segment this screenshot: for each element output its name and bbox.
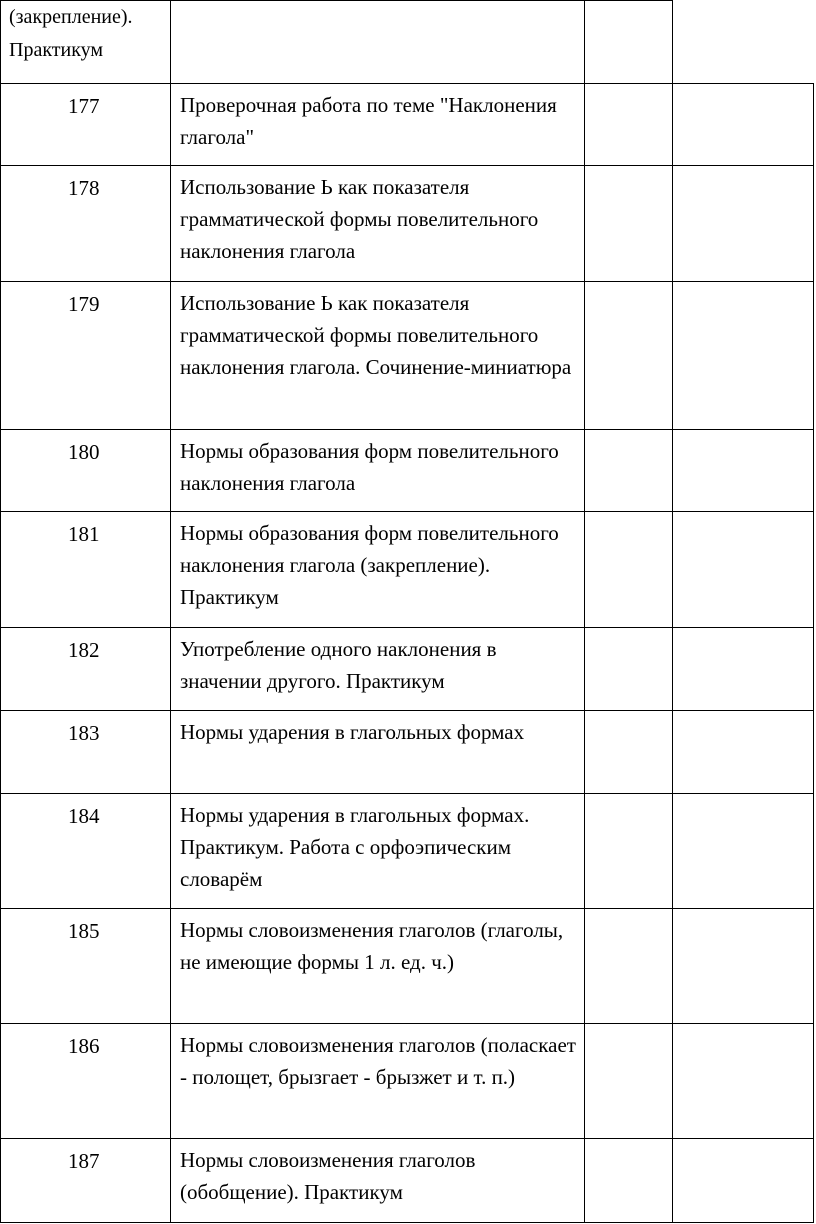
empty-cell [585,909,673,1024]
lesson-number: 177 [68,94,100,118]
lesson-topic-cell [171,1139,585,1223]
empty-cell [673,909,814,1024]
lesson-topic-cell [171,909,585,1024]
table-row [1,282,814,430]
table-row [1,909,814,1024]
empty-cell [673,1139,814,1223]
lesson-number-cell [1,512,171,628]
lesson-number: 184 [68,804,100,828]
lesson-topic: Нормы словоизменения глаголов (поласкает - полощет, брызгает - брызжет и т. п.) [180,1033,576,1089]
lesson-number-cell [1,909,171,1024]
empty-cell [585,1139,673,1223]
empty-cell [673,794,814,909]
empty-cell [673,166,814,282]
lesson-number: 181 [68,522,100,546]
empty-cell [673,711,814,794]
continuation-cell [1,1,171,84]
lesson-number-cell [1,1139,171,1223]
lesson-number-cell [1,711,171,794]
empty-cell [585,711,673,794]
lesson-topic: Использование Ь как показателя грамматической формы повелительного наклонения глагола. Сочинение-миниатюра [180,291,572,379]
continuation-text: (закрепление). Практикум [9,6,133,61]
empty-cell [585,430,673,512]
lesson-topic: Использование Ь как показателя грамматической формы повелительного наклонения глагола [180,175,539,263]
lesson-number: 187 [68,1149,100,1173]
lesson-topic: Употребление одного наклонения в значении другого. Практикум [180,637,497,693]
lesson-number: 178 [68,176,100,200]
lesson-number-cell [1,794,171,909]
table-row [1,512,814,628]
empty-cell [673,1024,814,1139]
lesson-topic-cell [171,166,585,282]
empty-cell [585,84,673,166]
empty-cell [673,430,814,512]
lesson-topic-cell [171,430,585,512]
lesson-topic: Нормы ударения в глагольных формах. Практикум. Работа с орфоэпическим словарём [180,803,530,891]
lesson-topic-cell [171,794,585,909]
table-row [1,711,814,794]
table-row [1,430,814,512]
lesson-number: 182 [68,638,100,662]
lesson-topic-cell [171,512,585,628]
lesson-topic: Проверочная работа по теме "Наклонения глагола" [180,93,557,149]
empty-cell [585,628,673,711]
lesson-topic: Нормы ударения в глагольных формах [180,720,525,744]
lesson-topic-cell [171,628,585,711]
empty-cell [171,1,585,84]
empty-cell [673,84,814,166]
table-row [1,166,814,282]
empty-cell [585,1,673,84]
table-row [1,628,814,711]
empty-cell [673,628,814,711]
lesson-topic-cell [171,711,585,794]
empty-cell [585,166,673,282]
lesson-number-cell [1,282,171,430]
empty-cell [585,282,673,430]
empty-cell [673,512,814,628]
empty-cell [585,512,673,628]
lesson-topic: Нормы словоизменения глаголов (обобщение). Практикум [180,1148,476,1204]
lesson-topic: Нормы словоизменения глаголов (глаголы, не имеющие формы 1 л. ед. ч.) [180,918,564,974]
lesson-number: 180 [68,440,100,464]
lesson-number-cell [1,84,171,166]
lesson-number: 179 [68,292,100,316]
table-row [1,794,814,909]
lesson-topic-cell [171,84,585,166]
table-row-continuation [1,1,814,84]
table-row [1,84,814,166]
lesson-topic-cell [171,282,585,430]
table-row [1,1139,814,1223]
lesson-number: 186 [68,1034,100,1058]
lesson-topic: Нормы образования форм повелительного наклонения глагола [180,439,559,495]
empty-cell [585,794,673,909]
lesson-number: 185 [68,919,100,943]
lesson-number-cell [1,1024,171,1139]
lesson-number: 183 [68,721,100,745]
empty-cell [585,1024,673,1139]
empty-cell [673,282,814,430]
lesson-number-cell [1,166,171,282]
lesson-topic-cell [171,1024,585,1139]
lesson-number-cell [1,628,171,711]
empty-cell [673,1,814,84]
lesson-topic: Нормы образования форм повелительного наклонения глагола (закрепление). Практикум [180,521,559,609]
table-row [1,1024,814,1139]
lesson-number-cell [1,430,171,512]
